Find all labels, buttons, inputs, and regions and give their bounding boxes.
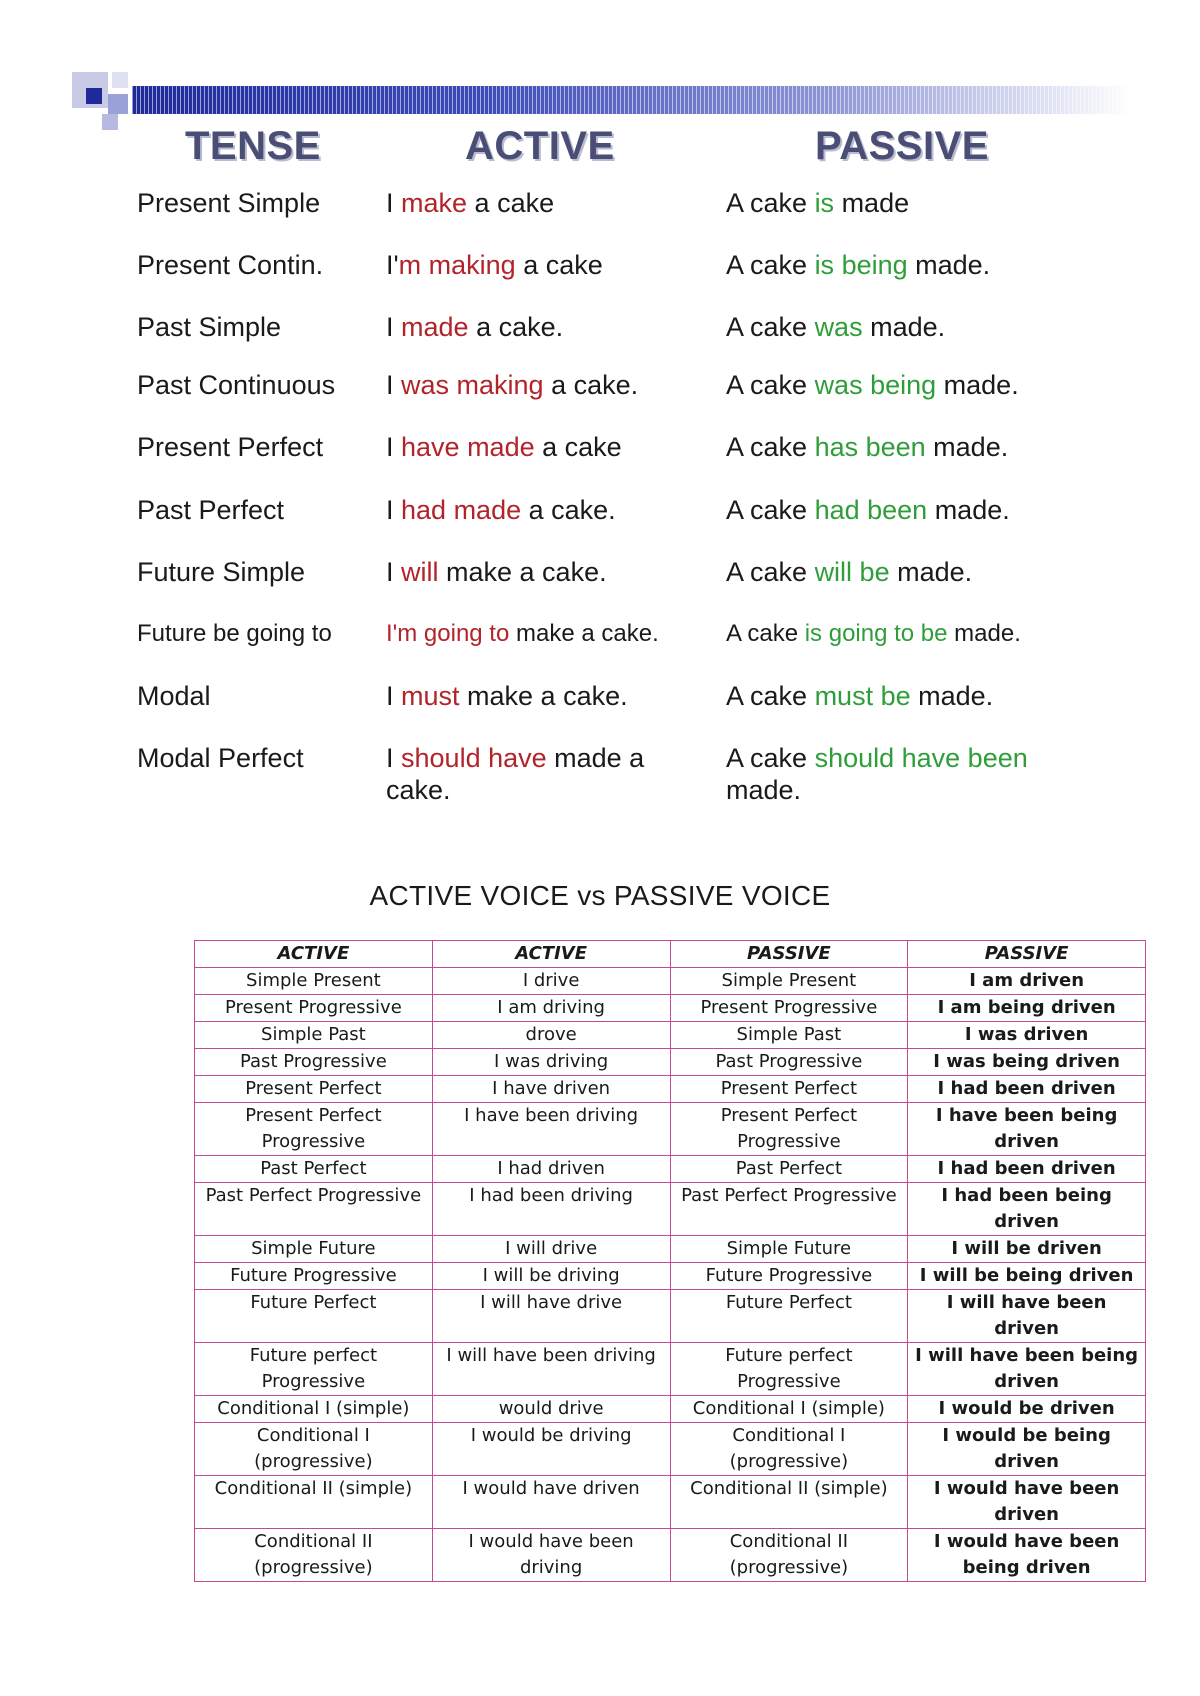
- table-cell: I would have been being driven: [908, 1529, 1146, 1582]
- table-cell: drove: [432, 1022, 670, 1049]
- table-cell: I had driven: [432, 1156, 670, 1183]
- table-cell: Simple Present: [670, 968, 908, 995]
- highlighted-verb: was making: [401, 370, 544, 400]
- table-row: [195, 1236, 1146, 1263]
- tense-name: Future be going to: [137, 620, 332, 647]
- table-cell: I had been driving: [432, 1183, 670, 1236]
- table-row: [195, 1290, 1146, 1343]
- table-cell: Simple Present: [195, 968, 433, 995]
- passive-sentence: [726, 187, 1086, 219]
- table-cell: I had been being driven: [908, 1183, 1146, 1236]
- table-cell: Simple Past: [670, 1022, 908, 1049]
- table-cell: Conditional I (progressive): [670, 1423, 908, 1476]
- tense-name: Modal: [137, 681, 211, 711]
- tense-name: Present Contin.: [137, 250, 324, 280]
- voice-table-title: ACTIVE VOICE vs PASSIVE VOICE: [369, 880, 831, 911]
- table-cell: Future Progressive: [670, 1263, 908, 1290]
- highlighted-verb: was being: [814, 370, 937, 400]
- sentence-text: I: [386, 188, 402, 218]
- active-sentence: [386, 431, 711, 463]
- table-row: [195, 1343, 1146, 1396]
- table-cell: Present Progressive: [195, 995, 433, 1022]
- column-header: ACTIVE: [195, 941, 433, 968]
- passive-sentence: [726, 431, 1086, 463]
- active-sentence: [386, 187, 711, 219]
- table-cell: I would have driven: [432, 1476, 670, 1529]
- sentence-text: A cake: [726, 370, 815, 400]
- sentence-text: I: [386, 681, 402, 711]
- sentence-text: A cake: [726, 432, 815, 462]
- sentence-text: made.: [907, 250, 991, 280]
- sentence-text: made a cake.: [386, 743, 645, 805]
- column-header: PASSIVE: [670, 941, 908, 968]
- sentence-text: a cake: [534, 432, 622, 462]
- table-cell: Present Perfect Progressive: [195, 1103, 433, 1156]
- sentence-text: a cake.: [521, 495, 616, 525]
- table-cell: I would have been driving: [432, 1529, 670, 1582]
- sentence-text: made.: [889, 557, 973, 587]
- table-cell: Present Progressive: [670, 995, 908, 1022]
- table-cell: I had been driven: [908, 1156, 1146, 1183]
- table-row: [195, 1022, 1146, 1049]
- table-row: [195, 1263, 1146, 1290]
- highlighted-verb: have made: [401, 432, 535, 462]
- active-sentence: [386, 369, 711, 401]
- active-sentence: [386, 556, 711, 588]
- sentence-text: make a cake.: [509, 620, 659, 647]
- sentence-text: A cake: [726, 681, 815, 711]
- active-sentence: [386, 680, 711, 712]
- tense-name: Past Continuous: [137, 370, 336, 400]
- sentence-text: I: [386, 495, 402, 525]
- table-cell: I would be driven: [908, 1396, 1146, 1423]
- table-cell: I am being driven: [908, 995, 1146, 1022]
- highlighted-verb: will: [401, 557, 439, 587]
- highlighted-verb: has been: [814, 432, 926, 462]
- table-cell: Future Progressive: [195, 1263, 433, 1290]
- table-cell: Present Perfect: [670, 1076, 908, 1103]
- highlighted-verb: should have been: [814, 743, 1028, 773]
- table-cell: I will have been driving: [432, 1343, 670, 1396]
- passive-header: PASSIVE: [815, 124, 989, 168]
- table-row: [195, 1476, 1146, 1529]
- table-cell: Past Perfect Progressive: [195, 1183, 433, 1236]
- table-cell: I will have been driven: [908, 1290, 1146, 1343]
- sentence-text: made: [834, 188, 910, 218]
- table-cell: I was driven: [908, 1022, 1146, 1049]
- table-row: [195, 1076, 1146, 1103]
- table-cell: Future perfect Progressive: [195, 1343, 433, 1396]
- table-cell: Conditional II (progressive): [670, 1529, 908, 1582]
- sentence-text: A cake: [726, 188, 815, 218]
- table-row: [195, 1529, 1146, 1582]
- table-cell: I will have been being driven: [908, 1343, 1146, 1396]
- sentence-text: A cake: [726, 250, 815, 280]
- sentence-text: make a cake.: [438, 557, 607, 587]
- table-row: [195, 1396, 1146, 1423]
- table-cell: Conditional II (progressive): [195, 1529, 433, 1582]
- voice-table: [194, 940, 1146, 1582]
- voice-table-header-row: [195, 941, 1146, 968]
- highlighted-verb: is being: [814, 250, 908, 280]
- table-cell: I have driven: [432, 1076, 670, 1103]
- passive-sentence: [726, 494, 1086, 526]
- sentence-text: A cake: [726, 620, 805, 647]
- table-cell: I will drive: [432, 1236, 670, 1263]
- table-cell: Past Progressive: [670, 1049, 908, 1076]
- highlighted-verb: I'm going to: [386, 620, 510, 647]
- highlighted-verb: must: [401, 681, 460, 711]
- table-cell: Simple Past: [195, 1022, 433, 1049]
- highlighted-verb: had been: [814, 495, 928, 525]
- table-cell: I was driving: [432, 1049, 670, 1076]
- column-header: PASSIVE: [908, 941, 1146, 968]
- sentence-text: made.: [936, 370, 1019, 400]
- table-cell: Past Progressive: [195, 1049, 433, 1076]
- table-cell: Conditional I (simple): [195, 1396, 433, 1423]
- table-cell: Conditional II (simple): [195, 1476, 433, 1529]
- sentence-text: A cake: [726, 312, 815, 342]
- table-cell: I was being driven: [908, 1049, 1146, 1076]
- sentence-text: I: [386, 370, 402, 400]
- passive-sentence: [726, 742, 1086, 806]
- table-cell: Conditional I (simple): [670, 1396, 908, 1423]
- tense-name: Future Simple: [137, 557, 306, 587]
- highlighted-verb: make: [401, 188, 468, 218]
- table-row: [195, 1049, 1146, 1076]
- sentence-text: a cake.: [543, 370, 639, 400]
- table-cell: Past Perfect: [670, 1156, 908, 1183]
- sentence-text: made.: [947, 620, 1021, 647]
- passive-sentence: [726, 249, 1086, 281]
- highlighted-verb: had made: [401, 495, 522, 525]
- table-cell: I am driving: [432, 995, 670, 1022]
- table-row: [195, 995, 1146, 1022]
- sentence-text: make a cake.: [459, 681, 628, 711]
- active-sentence: [386, 494, 711, 526]
- sentence-text: I: [386, 557, 402, 587]
- tense-name: Past Perfect: [137, 495, 285, 525]
- sentence-text: made.: [910, 681, 994, 711]
- sentence-text: a cake.: [468, 312, 564, 342]
- tense-name: Present Simple: [137, 188, 321, 218]
- table-row: [195, 1103, 1146, 1156]
- table-cell: Past Perfect Progressive: [670, 1183, 908, 1236]
- passive-sentence: [726, 369, 1086, 401]
- table-cell: I have been driving: [432, 1103, 670, 1156]
- highlighted-verb: is going to be: [804, 620, 948, 647]
- sentence-text: made.: [927, 495, 1010, 525]
- table-cell: I will be being driven: [908, 1263, 1146, 1290]
- table-cell: I had been driven: [908, 1076, 1146, 1103]
- sentence-text: made.: [925, 432, 1009, 462]
- table-row: [195, 968, 1146, 995]
- table-cell: Conditional II (simple): [670, 1476, 908, 1529]
- passive-sentence: [726, 556, 1086, 588]
- table-cell: I drive: [432, 968, 670, 995]
- table-cell: I will be driving: [432, 1263, 670, 1290]
- highlighted-verb: was: [814, 312, 863, 342]
- table-cell: Present Perfect Progressive: [670, 1103, 908, 1156]
- sentence-text: A cake: [726, 557, 815, 587]
- sentence-text: made.: [862, 312, 946, 342]
- table-cell: Simple Future: [195, 1236, 433, 1263]
- tense-name: Past Simple: [137, 312, 282, 342]
- table-cell: Conditional I (progressive): [195, 1423, 433, 1476]
- sentence-text: a cake: [515, 250, 603, 280]
- sentence-text: I: [386, 312, 402, 342]
- sentence-text: a cake: [467, 188, 555, 218]
- passive-sentence: [726, 311, 1086, 343]
- table-cell: I have been being driven: [908, 1103, 1146, 1156]
- table-cell: I will be driven: [908, 1236, 1146, 1263]
- active-sentence: [386, 249, 711, 281]
- active-sentence: [386, 618, 711, 650]
- sentence-text: I: [386, 743, 402, 773]
- passive-sentence: [726, 680, 1086, 712]
- highlighted-verb: m making: [398, 250, 516, 280]
- table-cell: would drive: [432, 1396, 670, 1423]
- sentence-text: made.: [726, 775, 802, 805]
- table-cell: Future perfect Progressive: [670, 1343, 908, 1396]
- highlighted-verb: is: [814, 188, 835, 218]
- tense-name: Modal Perfect: [137, 743, 304, 773]
- table-row: [195, 1423, 1146, 1476]
- highlighted-verb: should have: [401, 743, 547, 773]
- table-row: [195, 1156, 1146, 1183]
- table-cell: I would be driving: [432, 1423, 670, 1476]
- sentence-text: I: [386, 432, 402, 462]
- sentence-text: A cake: [726, 495, 815, 525]
- tense-header: TENSE: [185, 124, 321, 168]
- table-cell: I would be being driven: [908, 1423, 1146, 1476]
- table-cell: I would have been driven: [908, 1476, 1146, 1529]
- passive-sentence: [726, 618, 1086, 650]
- highlighted-verb: will be: [814, 557, 890, 587]
- highlighted-verb: made: [401, 312, 469, 342]
- sentence-text: I': [386, 250, 399, 280]
- sentence-text: A cake: [726, 743, 815, 773]
- table-cell: Simple Future: [670, 1236, 908, 1263]
- active-sentence: [386, 311, 711, 343]
- tense-name: Present Perfect: [137, 432, 324, 462]
- table-cell: Future Perfect: [670, 1290, 908, 1343]
- table-cell: I am driven: [908, 968, 1146, 995]
- active-header: ACTIVE: [465, 124, 615, 168]
- column-header: ACTIVE: [432, 941, 670, 968]
- table-cell: Future Perfect: [195, 1290, 433, 1343]
- highlighted-verb: must be: [814, 681, 911, 711]
- table-row: [195, 1183, 1146, 1236]
- table-cell: I will have drive: [432, 1290, 670, 1343]
- table-cell: Past Perfect: [195, 1156, 433, 1183]
- active-sentence: [386, 742, 711, 806]
- table-cell: Present Perfect: [195, 1076, 433, 1103]
